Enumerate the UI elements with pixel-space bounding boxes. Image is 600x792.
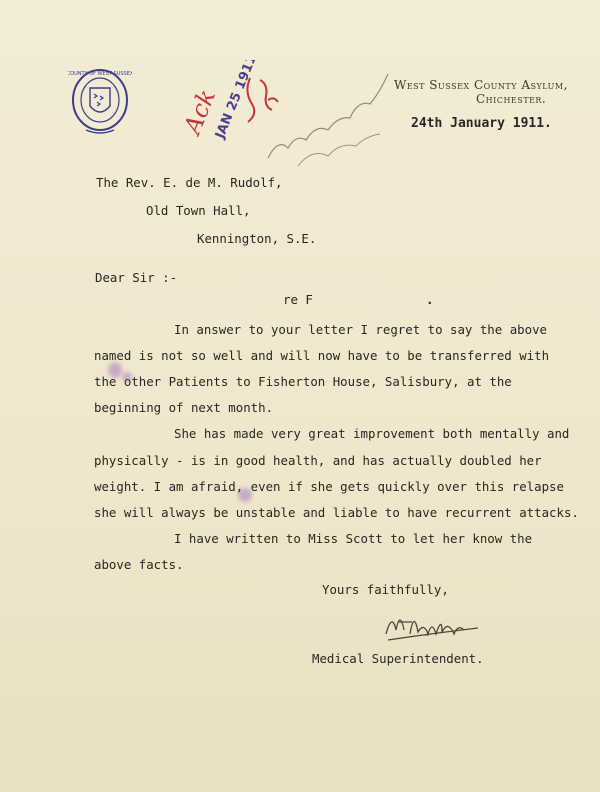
closing: Yours faithfully, bbox=[322, 582, 449, 597]
ink-smudge bbox=[122, 372, 132, 382]
salutation: Dear Sir :- bbox=[95, 270, 178, 285]
pencil-annotation bbox=[258, 68, 408, 168]
body-p2-line-4: she will always be unstable and liable to have recurrent attacks. bbox=[94, 505, 579, 520]
body-p3-line-1: I have written to Miss Scott to let her know the bbox=[174, 531, 533, 546]
recipient-name: The Rev. E. de M. Rudolf, bbox=[96, 175, 283, 190]
subject-end-mark: . bbox=[426, 292, 434, 307]
svg-text:JAN 25 1911: JAN 25 1911 bbox=[212, 60, 261, 141]
body-p2-line-1: She has made very great improvement both mentally and bbox=[174, 426, 570, 441]
body-p1-line-1: In answer to your letter I regret to say the above bbox=[174, 322, 547, 337]
letterhead-institution: West Sussex County Asylum, bbox=[394, 78, 568, 92]
ink-smudge bbox=[238, 488, 252, 502]
signatory-title: Medical Superintendent. bbox=[312, 651, 484, 666]
recipient-address-2: Kennington, S.E. bbox=[197, 231, 317, 246]
body-p2-line-3: weight. I am afraid, even if she gets quickly over this relapse bbox=[94, 479, 564, 494]
ink-smudge bbox=[108, 362, 122, 378]
county-crest-seal bbox=[68, 66, 132, 138]
letterhead-town: Chichester. bbox=[476, 92, 547, 106]
svg-text:COUNTY OF WEST SUSSEX: COUNTY OF WEST SUSSEX bbox=[68, 71, 132, 77]
svg-text:Ack: Ack bbox=[178, 85, 222, 138]
body-p2-line-2: physically - is in good health, and has actually doubled her bbox=[94, 453, 542, 468]
recipient-address-1: Old Town Hall, bbox=[146, 203, 251, 218]
body-p1-line-3: the other Patients to Fisherton House, Salisbury, at the bbox=[94, 374, 512, 389]
body-p1-line-2: named is not so well and will now have to be transferred with bbox=[94, 348, 550, 363]
body-p1-line-4: beginning of next month. bbox=[94, 400, 274, 415]
subject-line: re F bbox=[283, 292, 313, 307]
body-p3-line-2: above facts. bbox=[94, 557, 184, 572]
letter-date: 24th January 1911. bbox=[411, 116, 552, 131]
signature bbox=[380, 604, 490, 644]
